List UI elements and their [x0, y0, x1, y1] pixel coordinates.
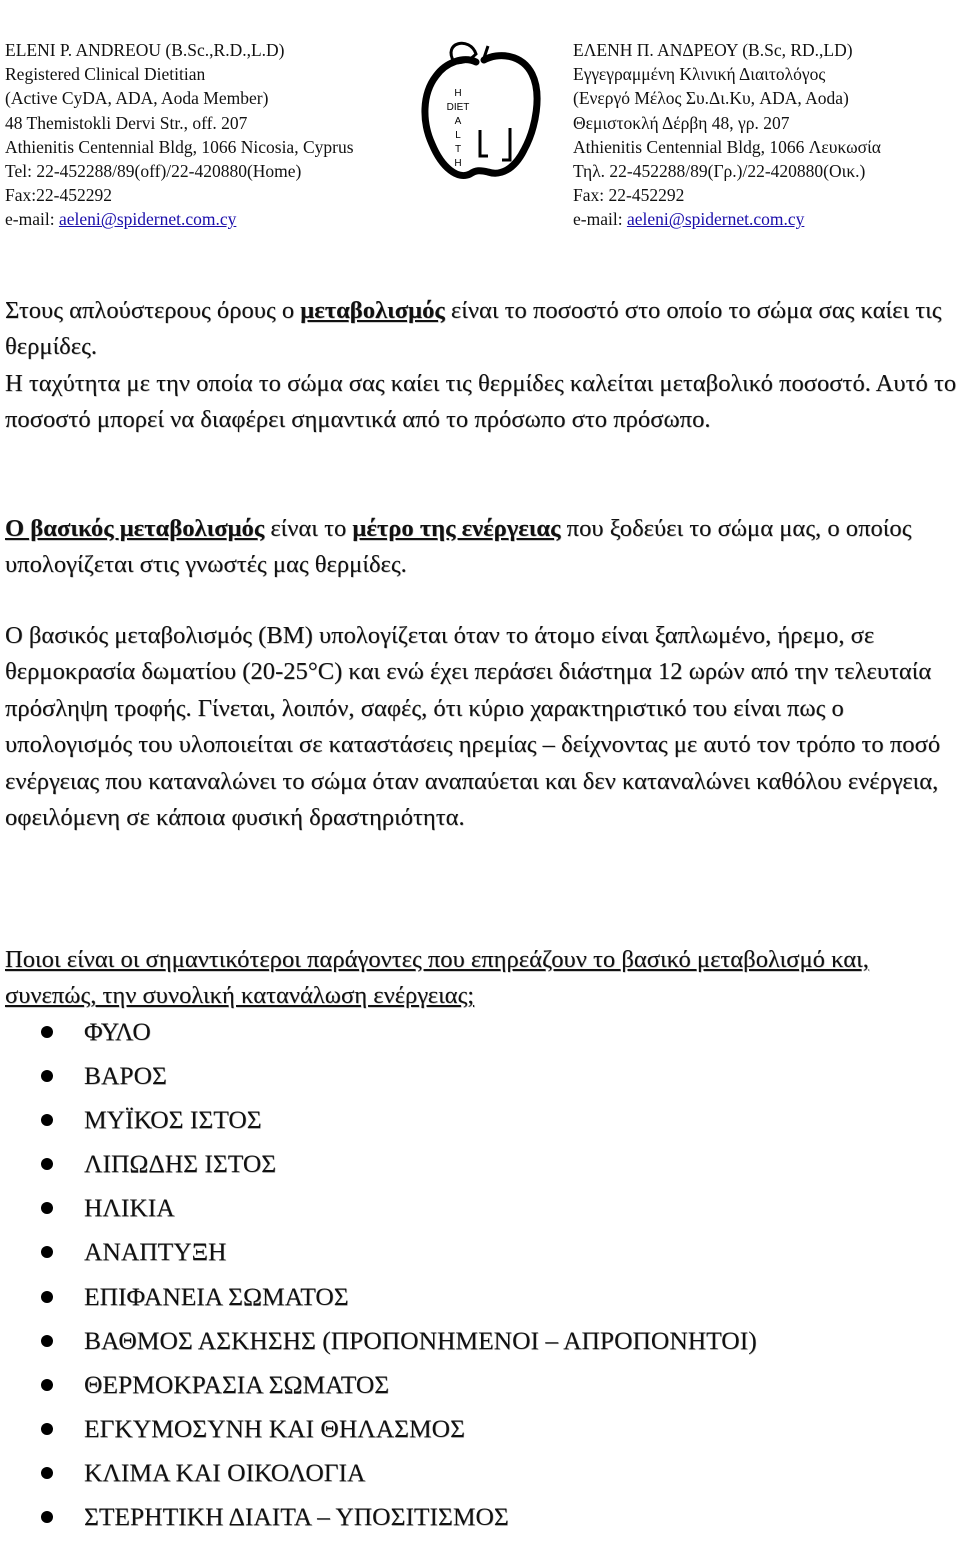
memberships-en: (Active CyDA, ADA, Aoda Member) — [5, 88, 269, 109]
bullet-icon — [41, 1114, 53, 1126]
list-item: ΜΥΪΚΟΣ ΙΣΤΟΣ — [0, 1102, 757, 1146]
bullet-icon — [41, 1467, 53, 1479]
list-item: ΦΥΛΟ — [0, 1014, 757, 1058]
email-en: e-mail: aeleni@spidernet.com.cy — [5, 209, 237, 230]
fax-en: Fax:22-452292 — [5, 185, 112, 206]
svg-text:H: H — [454, 88, 462, 99]
email-link-el[interactable]: aeleni@spidernet.com.cy — [626, 209, 805, 230]
bullet-icon — [41, 1246, 53, 1258]
address-el: Θεμιστοκλή Δέρβη 48, γρ. 207 — [573, 112, 790, 133]
basal-metabolism-conditions: Ο βασικός μεταβολισμός (ΒΜ) υπολογίζεται όταν το άτομο είναι ξαπλωμένο, ήρεμο, σε θερμοκρασία δωματίου (20-25°C) και ενώ έχει περάσει διάστημα 12 ωρών από την τελευταία πρόσληψη τροφής. Γίνεται, λοιπόν, σαφές, ότι κύριο χαρακτηριστικό του είναι πως ο υπολογισμός του υλοποιείται σε καταστάσεις ηρεμίας – δείχνοντας με αυτό τον τρόπο το ποσό ενέργειας που καταναλώνει το σώμα όταν αναπαύεται και δεν καταναλώνει καθόλου ενέργεια, οφειλόμενη σε κάποια φυσική δραστηριότητα. — [5, 622, 941, 832]
list-item: ΘΕΡΜΟΚΡΑΣΙΑ ΣΩΜΑΤΟΣ — [0, 1367, 757, 1411]
term-basal-metabolism: Ο βασικός μεταβολισμός — [5, 515, 265, 542]
memberships-el: (Ενεργό Μέλος Συ.Δι.Κυ, ADA, Aoda) — [573, 88, 849, 109]
name-en: ELENI P. ANDREOU (B.Sc.,R.D.,L.D) — [5, 40, 285, 60]
phone-en: Tel: 22-452288/89(off)/22-420880(Home) — [5, 160, 302, 181]
title-el: Εγγεγραμμένη Κλινική Διαιτολόγος — [573, 64, 826, 85]
apple-logo — [418, 38, 548, 198]
bullet-icon — [41, 1423, 53, 1435]
basal-metabolism-definition: Ο βασικός μεταβολισμός είναι το μέτρο της ενέργειας που ξοδεύει το σώμα μας, ο οποίος υπολογίζεται στις γνωστές μας θερμίδες. — [5, 515, 912, 579]
list-item: ΣΤΕΡΗΤΙΚΗ ΔΙΑΙΤΑ – ΥΠΟΣΙΤΙΣΜΟΣ — [0, 1499, 757, 1543]
bullet-icon — [41, 1070, 53, 1082]
svg-text:L: L — [455, 130, 461, 141]
factors-list — [0, 1014, 757, 1543]
email-link-en[interactable]: aeleni@spidernet.com.cy — [58, 209, 237, 230]
building-en: Athienitis Centennial Bldg, 1066 Nicosia, Cyprus — [5, 136, 354, 157]
list-item: ΒΑΘΜΟΣ ΑΣΚΗΣΗΣ (ΠΡΟΠΟΝΗΜΕΝΟΙ – ΑΠΡΟΠΟΝΗΤΟΙ) — [0, 1323, 757, 1367]
header-right-contact — [573, 38, 881, 232]
list-item: ΛΙΠΩΔΗΣ ΙΣΤΟΣ — [0, 1146, 757, 1190]
term-energy-measure: μέτρο της ενέργειας — [352, 515, 561, 542]
email-el: e-mail: aeleni@spidernet.com.cy — [573, 209, 805, 230]
bullet-icon — [41, 1202, 53, 1214]
bullet-icon — [41, 1158, 53, 1170]
svg-text:H: H — [454, 158, 462, 169]
title-en: Registered Clinical Dietitian — [5, 64, 206, 85]
bullet-icon — [41, 1511, 53, 1523]
intro-paragraph: Στους απλούστερους όρους ο μεταβολισμός είναι το ποσοστό στο οποίο το σώμα σας καίει τις θερμίδες. Η ταχύτητα με την οποία το σώμα σας καίει τις θερμίδες καλείται μεταβολικό ποσοστό. Αυτό το ποσοστό μπορεί να διαφέρει σημαντικά από το πρόσωπο στο πρόσωπο. — [5, 297, 957, 434]
list-item: ΒΑΡΟΣ — [0, 1058, 757, 1102]
list-item: ΕΓΚΥΜΟΣΥΝΗ ΚΑΙ ΘΗΛΑΣΜΟΣ — [0, 1411, 757, 1455]
bullet-icon — [41, 1335, 53, 1347]
term-metabolism: μεταβολισμός — [300, 297, 445, 324]
bullet-icon — [41, 1026, 53, 1038]
phone-el: Τηλ. 22-452288/89(Γρ.)/22-420880(Οικ.) — [573, 160, 866, 181]
svg-text:T: T — [454, 144, 462, 155]
factors-question: Ποιοι είναι οι σημαντικότεροι παράγοντες που επηρεάζουν το βασικό μεταβολισμό και, συνεπώς, την συνολική κατανάλωση ενέργειας; — [5, 946, 869, 1010]
svg-text:DIET: DIET — [446, 102, 470, 113]
list-item: ΕΠΙΦΑΝΕΙΑ ΣΩΜΑΤΟΣ — [0, 1279, 757, 1323]
bullet-icon — [41, 1291, 53, 1303]
header-left-contact — [5, 38, 354, 232]
svg-text:A: A — [454, 116, 462, 127]
building-el: Athienitis Centennial Bldg, 1066 Λευκωσία — [573, 136, 881, 157]
address-en: 48 Themistokli Dervi Str., off. 207 — [5, 112, 248, 133]
list-item: ΗΛΙΚΙΑ — [0, 1190, 757, 1234]
fax-el: Fax: 22-452292 — [573, 185, 685, 206]
bullet-icon — [41, 1379, 53, 1391]
list-item: ΚΛΙΜΑ ΚΑΙ ΟΙΚΟΛΟΓΙΑ — [0, 1455, 757, 1499]
list-item: ΑΝΑΠΤΥΞΗ — [0, 1234, 757, 1278]
name-el: ΕΛΕΝΗ Π. ΑΝΔΡΕΟΥ (B.Sc, RD.,LD) — [573, 40, 853, 60]
